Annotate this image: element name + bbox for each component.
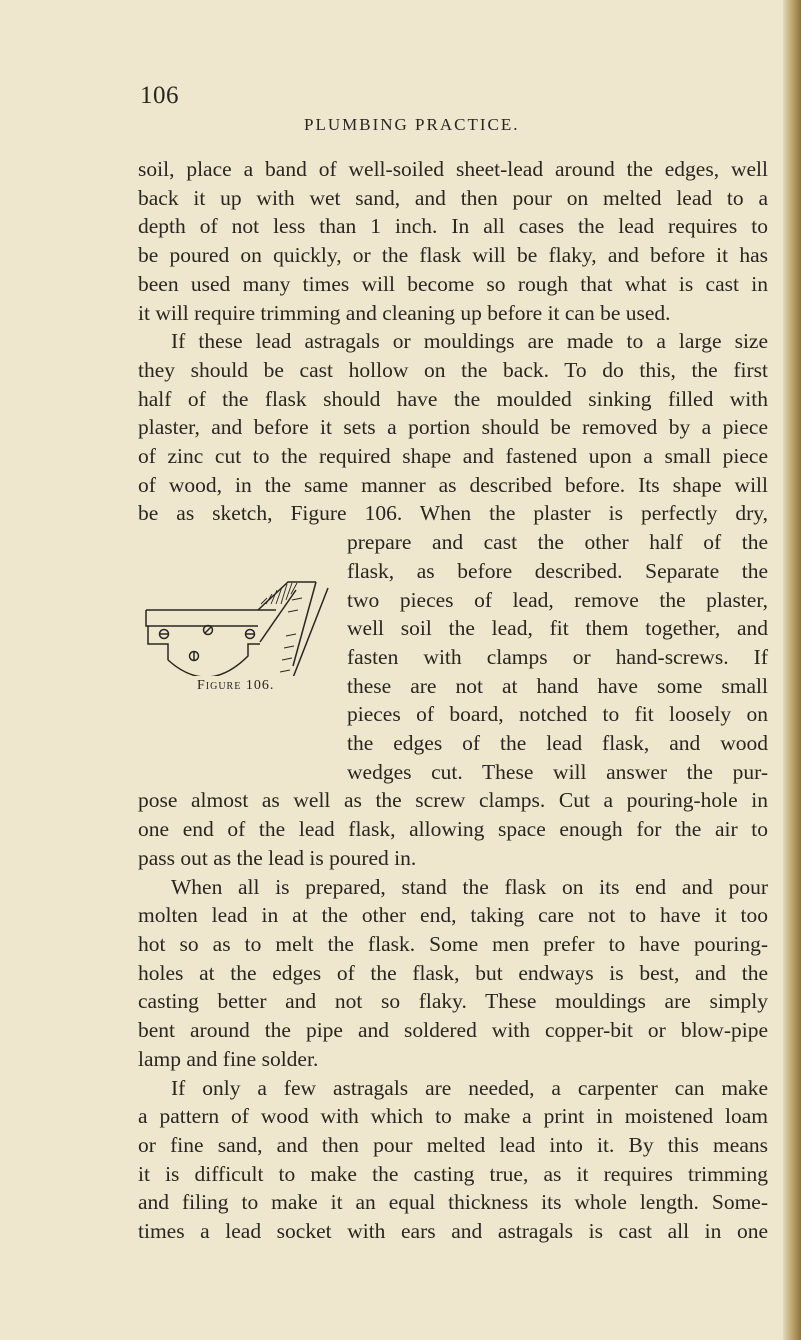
text-line: When all is prepared, stand the flask on its end and pour	[171, 874, 768, 899]
text-line: depth of not less than 1 inch. In all cases the lead requires to	[138, 214, 768, 239]
text-line: half of the flask should have the moulded sinking filled with	[138, 386, 768, 411]
figure-caption: Figure 106.	[197, 678, 275, 693]
text-line: of wood, in the same manner as described before. Its shape will	[138, 472, 768, 497]
text-line: If only a few astragals are needed, a carpenter can make	[171, 1075, 768, 1100]
text-line: well soil the lead, fit them together, and	[347, 616, 768, 641]
text-line: flask, as before described. Separate the	[347, 558, 768, 583]
page-edge	[783, 0, 801, 1340]
text-line: and filing to make it an equal thickness its whole length. Some-	[138, 1190, 768, 1215]
text-line: molten lead in at the other end, taking care not to have it too	[138, 903, 768, 928]
text-line: casting better and not so flaky. These mouldings are simply	[138, 989, 768, 1014]
figure-106	[138, 336, 338, 693]
text-line: a pattern of wood with which to make a print in moistened loam	[138, 1104, 768, 1129]
text-line: one end of the lead flask, allowing space enough for the air to	[138, 817, 768, 842]
text-line: lamp and fine solder.	[138, 1046, 319, 1071]
text-line: pieces of board, notched to fit loosely on	[347, 702, 768, 727]
text-line: it is difficult to make the casting true, as it requires trimming	[138, 1161, 768, 1186]
text-line: be poured on quickly, or the flask will be flaky, and before it has	[138, 243, 768, 268]
text-line: back it up with wet sand, and then pour on melted lead to a	[138, 185, 768, 210]
text-line: wedges cut. These will answer the pur-	[347, 759, 768, 784]
text-line: these are not at hand have some small	[347, 673, 768, 698]
text-line: fasten with clamps or hand-screws. If	[347, 644, 768, 669]
text-line: it will require trimming and cleaning up before it can be used.	[138, 300, 671, 325]
text-line: plaster, and before it sets a portion should be removed by a piece	[138, 415, 768, 440]
text-line: or fine sand, and then pour melted lead into it. By this means	[138, 1132, 768, 1157]
text-line: pose almost as well as the screw clamps. Cut a pouring-hole in	[138, 788, 768, 813]
text-line: bent around the pipe and soldered with copper-bit or blow-pipe	[138, 1018, 768, 1043]
text-line: be as sketch, Figure 106. When the plaster is perfectly dry,	[138, 501, 768, 526]
text-line: times a lead socket with ears and astragals is cast all in one	[138, 1219, 768, 1244]
text-line: If these lead astragals or mouldings are made to a large size	[171, 329, 768, 354]
body-text	[138, 155, 768, 1246]
running-head: PLUMBING PRACTICE.	[304, 115, 520, 134]
text-line: been used many times will become so rough that what is cast in	[138, 271, 768, 296]
astragal-flask-cross-section-drawing	[138, 336, 338, 676]
text-line: holes at the edges of the flask, but endways is best, and the	[138, 960, 768, 985]
page-number: 106	[140, 82, 179, 109]
text-line: the edges of the lead flask, and wood	[347, 731, 768, 756]
text-line: hot so as to melt the flask. Some men prefer to have pouring-	[138, 931, 768, 956]
text-line: soil, place a band of well-soiled sheet-lead around the edges, well	[138, 157, 768, 181]
text-line: of zinc cut to the required shape and fastened upon a small piece	[138, 444, 768, 469]
text-line: prepare and cast the other half of the	[347, 530, 768, 555]
text-line: two pieces of lead, remove the plaster,	[347, 587, 768, 612]
text-line: they should be cast hollow on the back. To do this, the first	[138, 357, 768, 382]
text-line: pass out as the lead is poured in.	[138, 845, 417, 870]
